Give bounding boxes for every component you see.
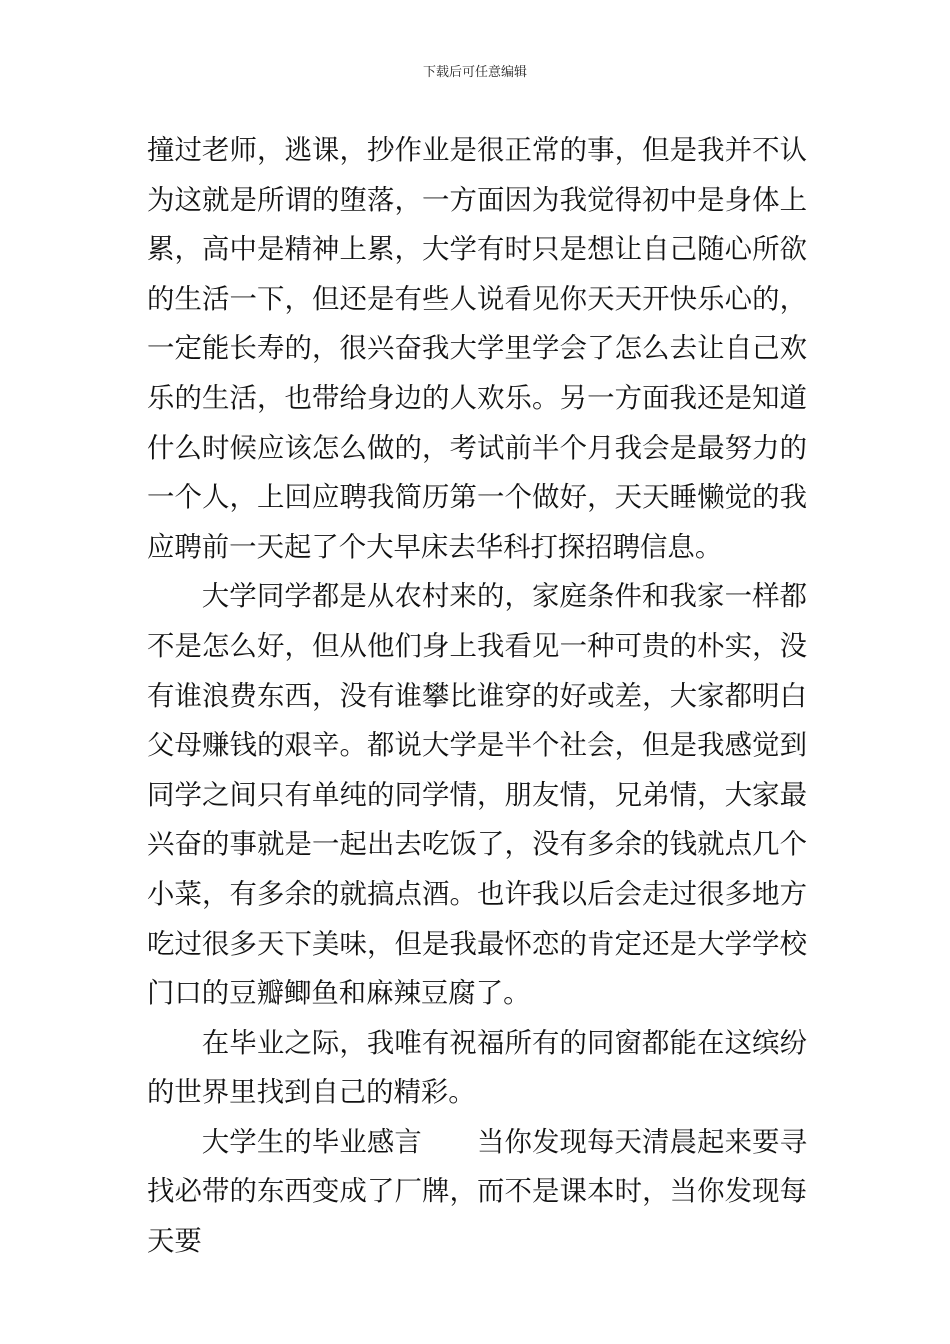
paragraph-1: 撞过老师，逃课，抄作业是很正常的事，但是我并不认为这就是所谓的堕落，一方面因为我觉得初中是身体上累，高中是精神上累，大学有时只是想让自己随心所欲的生活一下，但还是有些人说看见你天天开快乐心的，一定能长寿的，很兴奋我大学里学会了怎么去让自己欢乐的生活，也带给身边的人欢乐。另一方面我还是知道什么时候应该怎么做的，考试前半个月我会是最努力的一个人，上回应聘我简历第一个做好，天天睡懒觉的我应聘前一天起了个大早床去华科打探招聘信息。 [147,135,807,563]
page-header: 下载后可任意编辑 [422,65,527,80]
paragraph-3: 在毕业之际，我唯有祝福所有的同窗都能在这缤纷的世界里找到自己的精彩。 [147,1027,807,1109]
document-body [147,126,807,1267]
paragraph-4: 大学生的毕业感言 当你发现每天清晨起来要寻找必带的东西变成了厂牌，而不是课本时，当你发现每天要 [147,1126,807,1258]
paragraph-2: 大学同学都是从农村来的，家庭条件和我家一样都不是怎么好，但从他们身上我看见一种可贵的朴实，没有谁浪费东西，没有谁攀比谁穿的好或差，大家都明白父母赚钱的艰辛。都说大学是半个社会，但是我感觉到同学之间只有单纯的同学情，朋友情，兄弟情，大家最兴奋的事就是一起出去吃饭了，没有多余的钱就点几个小菜，有多余的就搞点酒。也许我以后会走过很多地方吃过很多天下美味，但是我最怀恋的肯定还是大学学校门口的豆瓣鲫鱼和麻辣豆腐了。 [147,581,807,1010]
